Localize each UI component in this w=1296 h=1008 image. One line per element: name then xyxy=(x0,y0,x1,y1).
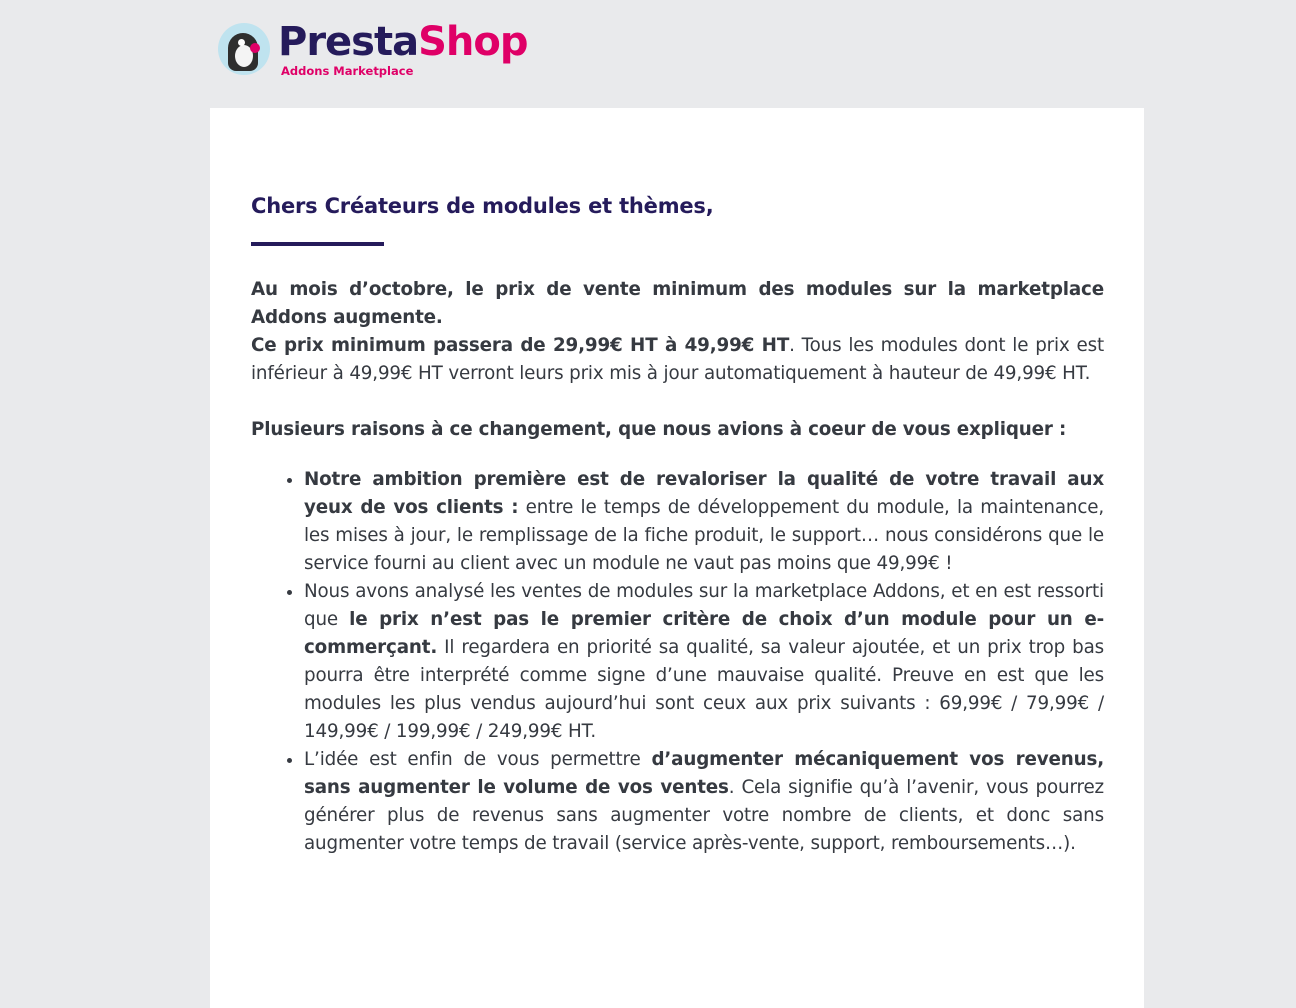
greeting-heading: Chers Créateurs de modules et thèmes, xyxy=(251,194,714,218)
reason2-pre: Nous avons analysé les ventes de modules sur la marketplace Addons, et en est ressorti que xyxy=(304,581,1104,630)
reasons-heading-text: Plusieurs raisons à ce changement, que nous avions à coeur de vous expliquer : xyxy=(251,419,1067,440)
reason2-bold: le prix n’est pas le premier critère de choix d’un module pour un e-commerçant. xyxy=(304,609,1105,658)
list-item xyxy=(304,466,1104,578)
list-item xyxy=(304,746,1104,858)
email-card xyxy=(210,108,1144,1008)
intro-rest-line2: . Tous les modules dont le prix est inférieur à 49,99€ HT verront leurs prix mis à jour automatiquement à hauteur de 49,99€ HT. xyxy=(251,335,1104,384)
penguin-logo-icon xyxy=(218,23,270,75)
intro-bold-line2: Ce prix minimum passera de 29,99€ HT à 49,99€ HT xyxy=(251,335,790,356)
reasons-list xyxy=(251,466,1104,858)
header-logo[interactable] xyxy=(218,14,528,84)
logo-wordmark xyxy=(278,20,528,78)
brand-name xyxy=(278,20,528,64)
reason3-bold: d’augmenter mécaniquement vos revenus, sans augmenter le volume de vos ventes xyxy=(304,749,1104,798)
heading-underline xyxy=(251,242,384,246)
reason2-post: Il regardera en priorité sa qualité, sa valeur ajoutée, et un prix trop bas pourra être interprété comme signe d’une mauvaise qualité. Preuve en est que les modules les plus vendus aujourd’hui sont ceux aux prix suivants : 69,99€ / 79,99€ / 149,99€ / 199,99€ / 249,99€ HT. xyxy=(304,637,1104,742)
intro-paragraph xyxy=(251,276,1104,388)
reasons-heading xyxy=(251,416,1104,444)
brand-name-part1: Presta xyxy=(278,19,419,65)
intro-bold-line1: Au mois d’octobre, le prix de vente minimum des modules sur la marketplace Addons augmente. xyxy=(251,279,1104,328)
reason3-post: . Cela signifie qu’à l’avenir, vous pourrez générer plus de revenus sans augmenter votre nombre de clients, et donc sans augmenter votre temps de travail (service après-vente, support, remboursements…). xyxy=(304,777,1104,854)
brand-name-part2: Shop xyxy=(418,19,528,65)
reason1-bold: Notre ambition première est de revaloriser la qualité de votre travail aux yeux de vos clients : xyxy=(304,469,1104,518)
email-content xyxy=(251,192,1104,858)
list-item xyxy=(304,578,1104,746)
reason1-text: entre le temps de développement du module, la maintenance, les mises à jour, le remplissage de la fiche produit, le support… nous considérons que le service fourni au client avec un module ne vaut pas moins que 49,99€ ! xyxy=(304,497,1104,574)
brand-tagline: Addons Marketplace xyxy=(281,64,414,78)
reason3-pre: L’idée est enfin de vous permettre xyxy=(304,749,652,770)
